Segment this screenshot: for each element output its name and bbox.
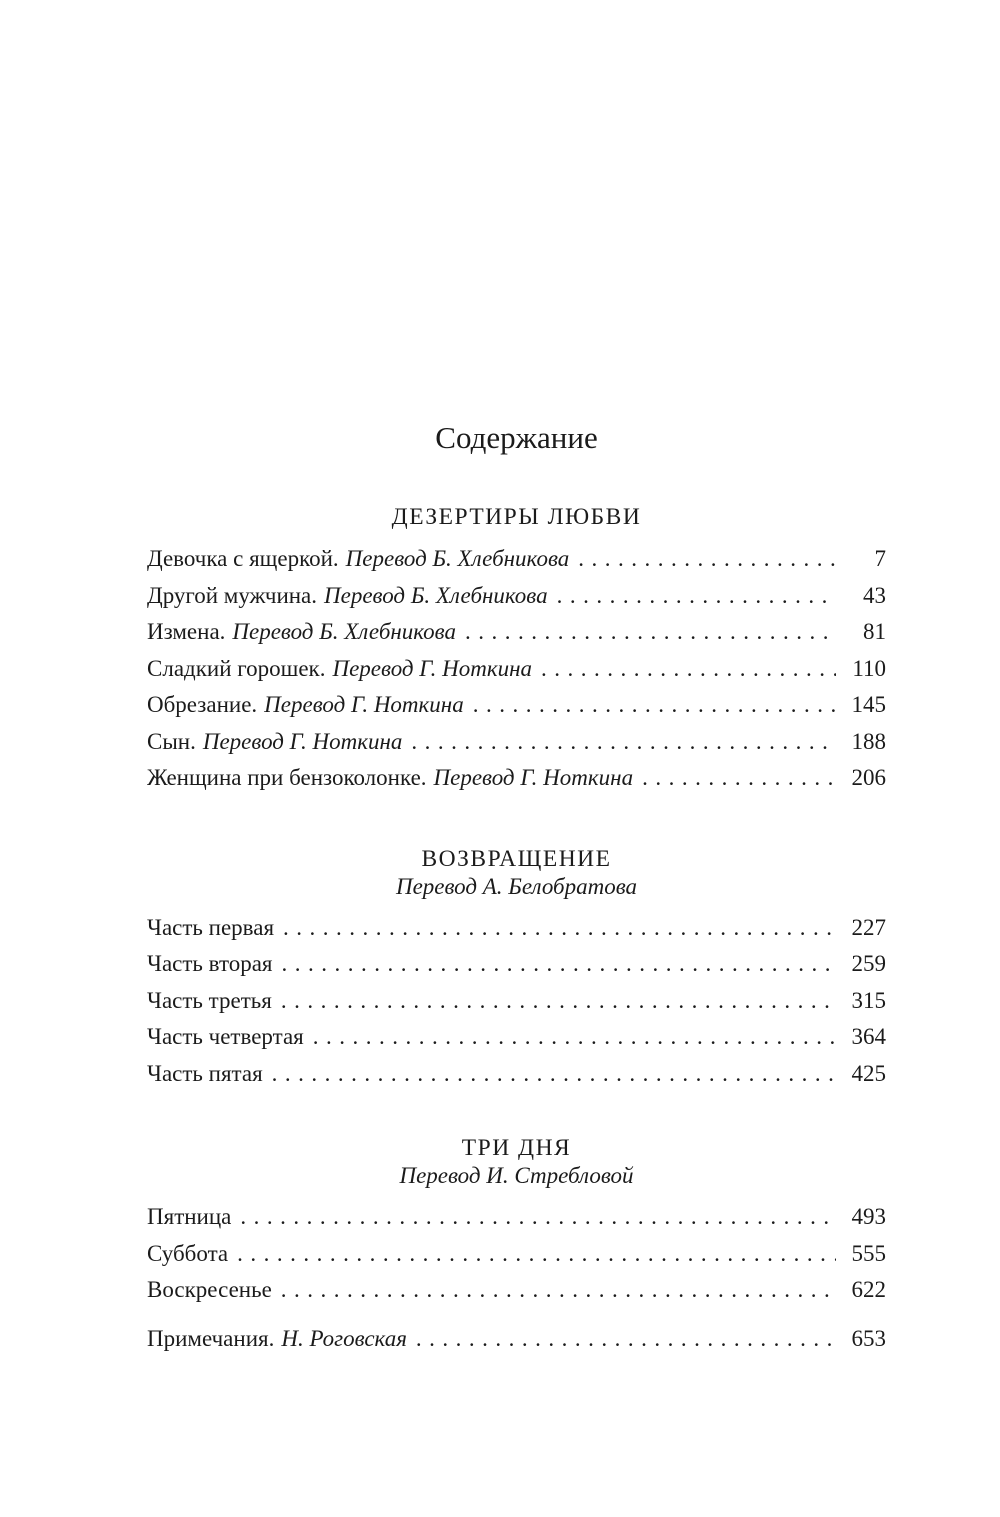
entry-page-number: 622 — [851, 1277, 886, 1302]
dot-leader — [272, 1056, 836, 1093]
entry-page-number: 425 — [851, 1060, 886, 1086]
entry-page-number: 555 — [851, 1240, 886, 1266]
entry-page-number: 81 — [863, 619, 886, 644]
dot-leader — [240, 1199, 836, 1236]
entry-translator: Перевод Г. Ноткина — [433, 765, 634, 790]
entry-title: Сладкий горошек. — [147, 655, 326, 681]
entry-title: Обрезание. — [147, 692, 258, 717]
entry-page-number: 653 — [851, 1325, 886, 1351]
entry-title: Примечания. — [147, 1325, 275, 1351]
section-subtitle: Перевод И. Стребловой — [399, 1163, 634, 1188]
table-row — [147, 724, 886, 761]
entry-translator: Перевод Г. Ноткина — [264, 692, 464, 717]
section-tri-dnya — [147, 1134, 886, 1309]
entry-translator: Перевод Г. Ноткина — [202, 728, 403, 754]
table-row — [147, 1199, 886, 1236]
entry-translator: Н. Роговская — [281, 1325, 407, 1351]
dot-leader — [237, 1236, 836, 1273]
table-row — [147, 946, 886, 983]
entry-title: Измена. — [147, 619, 226, 644]
section-entries — [147, 1199, 886, 1309]
section-vozvrashchenie — [147, 845, 886, 1093]
dot-leader — [642, 760, 836, 797]
entry-page-number: 145 — [851, 692, 886, 717]
entry-title: Пятница — [147, 1204, 232, 1229]
table-row — [147, 1236, 886, 1273]
entry-page-number: 227 — [851, 914, 886, 940]
entry-translator: Перевод Г. Ноткина — [332, 655, 533, 681]
entry-page-number: 259 — [851, 951, 886, 976]
section-entries — [147, 541, 886, 797]
entry-title: Часть пятая — [147, 1060, 263, 1086]
entry-title: Часть вторая — [147, 951, 273, 976]
table-row — [147, 1321, 886, 1358]
entry-title: Другой мужчина. — [147, 582, 318, 608]
dot-leader — [578, 541, 836, 578]
dot-leader — [473, 687, 836, 724]
section-heading: ДЕЗЕРТИРЫ ЛЮБВИ — [391, 504, 642, 530]
table-row — [147, 651, 886, 688]
section-entries — [147, 910, 886, 1093]
entry-page-number: 493 — [851, 1204, 886, 1229]
entry-page-number: 206 — [851, 765, 886, 790]
entry-title: Женщина при бензоколонке. — [147, 765, 427, 790]
entry-translator: Перевод Б. Хлебникова — [232, 619, 457, 644]
entry-title: Часть первая — [147, 914, 275, 940]
dot-leader — [313, 1019, 836, 1056]
dot-leader — [411, 724, 836, 761]
table-row — [147, 910, 886, 947]
dot-leader — [281, 983, 836, 1020]
dot-leader — [557, 578, 836, 615]
entry-title: Воскресенье — [147, 1277, 272, 1302]
table-row — [147, 760, 886, 797]
entry-page-number: 110 — [852, 655, 886, 681]
table-row — [147, 614, 886, 651]
table-row — [147, 983, 886, 1020]
table-row — [147, 1019, 886, 1056]
entry-page-number: 43 — [863, 582, 886, 608]
dot-leader — [541, 651, 836, 688]
entry-translator: Перевод Б. Хлебникова — [324, 582, 548, 608]
table-row — [147, 541, 886, 578]
entry-title: Суббота — [147, 1240, 229, 1266]
section-heading: ВОЗВРАЩЕНИЕ — [421, 845, 612, 872]
dot-leader — [465, 614, 836, 651]
entry-title: Часть третья — [147, 987, 272, 1013]
dot-leader — [416, 1321, 836, 1358]
entry-page-number: 7 — [874, 546, 886, 571]
entry-page-number: 188 — [851, 728, 886, 754]
section-heading: ТРИ ДНЯ — [461, 1135, 572, 1161]
dot-leader — [283, 910, 836, 947]
entry-title: Сын. — [147, 728, 196, 754]
table-row — [147, 1056, 886, 1093]
section-subtitle: Перевод А. Белобратова — [395, 873, 638, 899]
table-row — [147, 578, 886, 615]
entry-page-number: 315 — [851, 987, 886, 1013]
table-row — [147, 1272, 886, 1309]
entry-title: Часть четвертая — [147, 1024, 304, 1049]
dot-leader — [281, 1272, 836, 1309]
section-dezertiry-lyubvi — [147, 503, 886, 797]
dot-leader — [281, 946, 836, 983]
page-title: Содержание — [435, 420, 598, 455]
entry-translator: Перевод Б. Хлебникова — [345, 546, 570, 571]
entry-title: Девочка с ящеркой. — [147, 546, 339, 571]
table-row — [147, 687, 886, 724]
section-notes — [147, 1321, 886, 1358]
entry-page-number: 364 — [851, 1024, 886, 1049]
